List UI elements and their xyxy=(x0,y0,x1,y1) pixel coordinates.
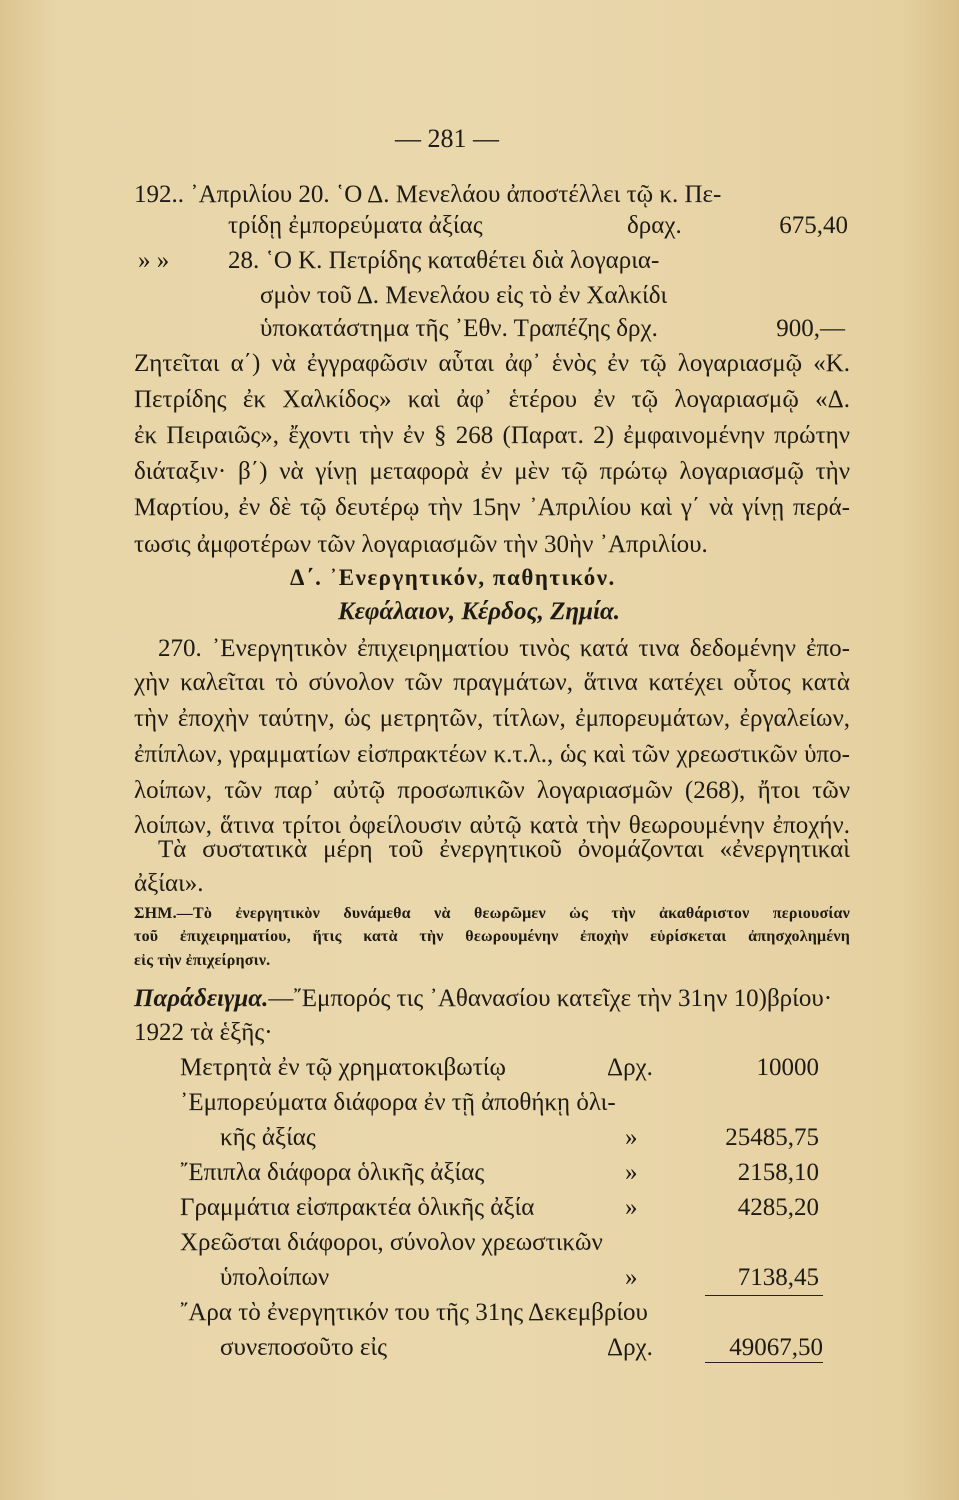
page-number: — 281 — xyxy=(395,124,499,153)
components-line: ἀξίαι». xyxy=(134,870,204,897)
entry-2-ditto-marks: » » xyxy=(138,247,170,274)
paragraph-1-line: Ζητεῖται α΄) νὰ ἐγγραφῶσιν αὗται ἀφ᾿ ἑνὸς ἐν τῷ λογαριασμῷ «Κ. xyxy=(134,350,850,377)
entry-1-unit: δραχ. xyxy=(627,212,682,239)
asset-line: ᾿Εμπορεύματα διάφορα ἐν τῇ ἀποθήκῃ ὁλι- xyxy=(180,1089,616,1116)
paragraph-270-line: λοίπων, τῶν παρ᾿ αὐτῷ προσωπικῶν λογαριασμῶν (268), ἤτοι τῶν xyxy=(134,777,850,804)
asset-line: Χρεῶσται διάφοροι, σύνολον χρεωστικῶν xyxy=(180,1229,603,1256)
paragraph-270-line: χὴν καλεῖται τὸ σύνολον τῶν πραγμάτων, ἅτινα κατέχει οὗτος κατὰ xyxy=(134,669,850,696)
paragraph-270-line: 270. ᾿Ενεργητικὸν ἐπιχειρηματίου τινὸς κατά τινα δεδομένην ἐπο- xyxy=(158,635,850,662)
sum-rule xyxy=(705,1295,823,1296)
example-label: Παράδειγμα. xyxy=(134,985,269,1012)
asset-unit: » xyxy=(625,1124,638,1151)
paragraph-270-line: ἐπίπλων, γραμματίων εἰσπρακτέων κ.τ.λ., ὡς καὶ τῶν χρεωστικῶν ὑπο- xyxy=(134,741,850,768)
asset-unit: » xyxy=(625,1194,638,1221)
asset-amount: 7138,45 xyxy=(737,1264,819,1291)
entry-1-amount: 675,40 xyxy=(779,212,848,239)
section-heading: Δ΄. ᾿Ενεργητικόν, παθητικόν. xyxy=(290,565,616,590)
entry-2-line-1: 28. ῾Ο Κ. Πετρίδης καταθέτει διὰ λογαρια- xyxy=(228,247,660,274)
asset-amount: 25485,75 xyxy=(725,1124,819,1151)
paragraph-1-line: διάταξιν· β΄) νὰ γίνῃ μεταφορὰ ἐν μὲν τῷ πρώτῳ λογαριασμῷ τὴν xyxy=(134,458,850,485)
entry-2-line-3: ὑποκατάστημα τῆς ᾿Εθν. Τραπέζης δρχ. xyxy=(260,315,658,342)
section-subheading: Κεφάλαιον, Κέρδος, Ζημία. xyxy=(338,598,621,625)
total-line-1: ῎Αρα τὸ ἐνεργητικόν του τῆς 31ης Δεκεμβρίου xyxy=(180,1299,648,1326)
entry-1-line-2: τρίδῃ ἐμπορεύματα ἀξίας xyxy=(228,212,483,239)
total-amount: 49067,50 xyxy=(729,1334,823,1361)
entry-2-line-2: σμὸν τοῦ Δ. Μενελάου εἰς τὸ ἐν Χαλκίδι xyxy=(260,282,668,309)
total-unit: Δρχ. xyxy=(607,1334,653,1361)
paragraph-1-line: ἐκ Πειραιῶς», ἔχοντι τὴν ἐν § 268 (Παρατ. 2) ἐμφαινομένην πρώτην xyxy=(134,422,850,449)
entry-2-amount: 900,— xyxy=(776,315,845,342)
note-line: τοῦ ἐπιχειρηματίου, ἥτις κατὰ τὴν θεωρουμένην ἐποχὴν εὑρίσκεται ἀπησχολημένη xyxy=(134,928,850,945)
asset-unit: » xyxy=(625,1159,638,1186)
total-line-2: συνεποσοῦτο εἰς xyxy=(220,1334,388,1361)
note-line: εἰς τὴν ἐπιχείρησιν. xyxy=(134,952,271,969)
asset-line: κῆς ἀξίας xyxy=(220,1124,316,1151)
paragraph-1-line: τωσις ἀμφοτέρων τῶν λογαριασμῶν τὴν 30ὴν ᾿Απριλίου. xyxy=(134,531,708,558)
example-line-1 xyxy=(134,984,832,1014)
asset-line: ῎Επιπλα διάφορα ὁλικῆς ἀξίας xyxy=(180,1159,485,1186)
paragraph-270-line: τὴν ἐποχὴν ταύτην, ὡς μετρητῶν, τίτλων, ἐμπορευμάτων, ἐργαλείων, xyxy=(134,705,850,732)
asset-amount: 4285,20 xyxy=(737,1194,819,1221)
asset-amount: 10000 xyxy=(756,1054,819,1081)
example-line-1-text: —῎Εμπορός τις ᾿Αθανασίου κατεῖχε τὴν 31ην 10)βρίου· xyxy=(268,985,833,1012)
total-rule xyxy=(705,1362,823,1363)
components-line: Τὰ συστατικὰ μέρη τοῦ ἐνεργητικοῦ ὀνομάζονται «ἐνεργητικαὶ xyxy=(158,836,850,863)
paragraph-270-line: λοίπων, ἅτινα τρίτοι ὀφείλουσιν αὐτῷ κατὰ τὴν θεωρουμένην ἐποχήν. xyxy=(134,812,850,839)
paragraph-1-line: Μαρτίου, ἐν δὲ τῷ δευτέρῳ τὴν 15ην ᾿Απριλίου καὶ γ΄ νὰ γίνῃ περά- xyxy=(134,494,850,521)
entry-1-line-1: 192.. ᾿Απριλίου 20. ῾Ο Δ. Μενελάου ἀποστέλλει τῷ κ. Πε- xyxy=(134,181,722,208)
paragraph-1-line: Πετρίδης ἐκ Χαλκίδος» καὶ ἀφ᾿ ἑτέρου ἐν τῷ λογαριασμῷ «Δ. xyxy=(134,386,850,413)
asset-amount: 2158,10 xyxy=(737,1159,819,1186)
asset-line: Γραμμάτια εἰσπρακτέα ὁλικῆς ἀξία xyxy=(180,1194,535,1221)
note-line: ΣΗΜ.—Τὸ ἐνεργητικὸν δυνάμεθα νὰ θεωρῶμεν ὡς τὴν ἀκαθάριστον περιουσίαν xyxy=(134,905,850,922)
example-line-2: 1922 τὰ ἑξῆς· xyxy=(134,1019,273,1046)
asset-unit: Δρχ. xyxy=(607,1054,653,1081)
asset-line: ὑπολοίπων xyxy=(220,1264,330,1291)
asset-unit: » xyxy=(625,1264,638,1291)
asset-line: Μετρητὰ ἐν τῷ χρηματοκιβωτίῳ xyxy=(180,1054,506,1081)
